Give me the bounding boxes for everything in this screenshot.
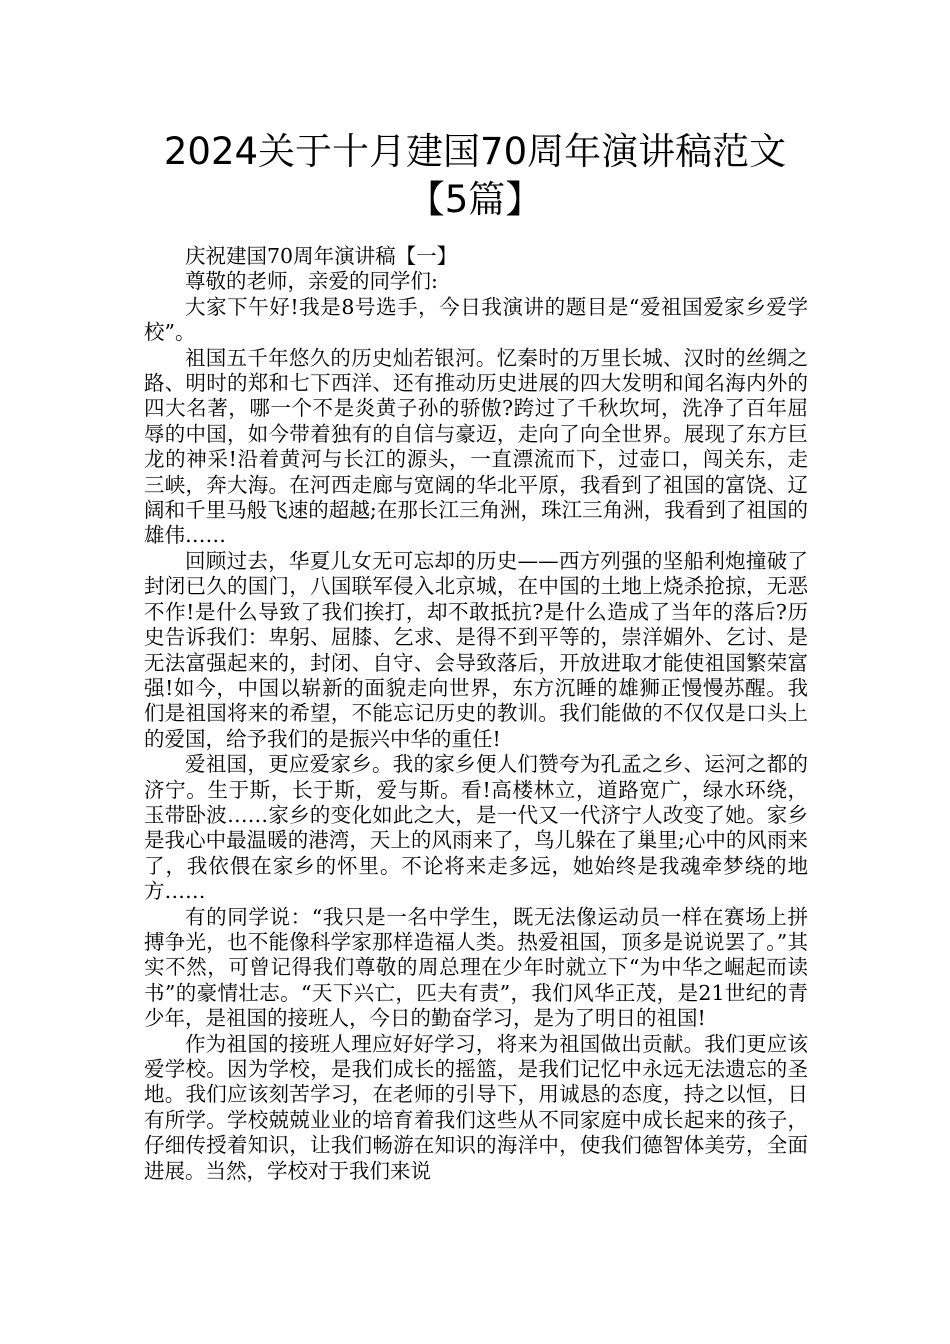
document-body: [144, 244, 808, 1184]
document-title: [60, 128, 890, 224]
paragraph: 祖国五千年悠久的历史灿若银河。忆秦时的万里长城、汉时的丝绸之路、明时的郑和七下西洋、还有推动历史进展的四大发明和闻名海内外的四大名著，哪一个不是炎黄子孙的骄傲?跨过了千秋坎坷，洗净了百年屈辱的中国，如今带着独有的自信与豪迈，走向了向全世界。展现了东方巨龙的神采!沿着黄河与长江的源头，一直漂流而下，过壶口，闯关东，走三峡，奔大海。在河西走廊与宽阔的华北平原，我看到了祖国的富饶、辽阔和千里马般飞速的超越;在那长江三角洲，珠江三角洲，我看到了祖国的雄伟……: [144, 345, 808, 548]
title-line-2: 【5篇】: [407, 178, 543, 221]
paragraph: 大家下午好!我是8号选手，今日我演讲的题目是“爱祖国爱家乡爱学校”。: [144, 294, 808, 345]
paragraph: 回顾过去，华夏儿女无可忘却的历史——西方列强的坚船利炮撞破了封闭已久的国门，八国联军侵入北京城，在中国的土地上烧杀抢掠，无恶不作!是什么导致了我们挨打，却不敢抵抗?是什么造成了当年的落后?历史告诉我们：卑躬、屈膝、乞求、是得不到平等的，崇洋媚外、乞讨、是无法富强起来的，封闭、自守、会导致落后，开放进取才能使祖国繁荣富强!如今，中国以崭新的面貌走向世界，东方沉睡的雄狮正慢慢苏醒。我们是祖国将来的希望，不能忘记历史的教训。我们能做的不仅仅是口头上的爱国，给予我们的是振兴中华的重任!: [144, 548, 808, 751]
title-line-1: 2024关于十月建国70周年演讲稿范文: [163, 130, 787, 173]
salutation: 尊敬的老师，亲爱的同学们:: [185, 269, 438, 294]
section-heading: 庆祝建国70周年演讲稿【一】: [185, 244, 458, 268]
paragraph: 作为祖国的接班人理应好好学习，将来为祖国做出贡献。我们更应该爱学校。因为学校，是我们成长的摇篮，是我们记忆中永远无法遗忘的圣地。我们应该刻苦学习，在老师的引导下，用诚恳的态度，持之以恒，日有所学。学校兢兢业业的培育着我们这些从不同家庭中成长起来的孩子，仔细传授着知识，让我们畅游在知识的海洋中，使我们德智体美劳，全面进展。当然，学校对于我们来说: [144, 1031, 808, 1183]
paragraph: 有的同学说：“我只是一名中学生，既无法像运动员一样在赛场上拼搏争光，也不能像科学家那样造福人类。热爱祖国，顶多是说说罢了。”其实不然，可曾记得我们尊敬的周总理在少年时就立下“为中华之崛起而读书”的豪情壮志。“天下兴亡，匹夫有责”，我们风华正茂，是21世纪的青少年，是祖国的接班人，今日的勤奋学习，是为了明日的祖国!: [144, 904, 808, 1031]
paragraph: 爱祖国，更应爱家乡。我的家乡便人们赞夸为孔孟之乡、运河之都的济宁。生于斯，长于斯，爱与斯。看!高楼林立，道路宽广，绿水环绕，玉带卧波……家乡的变化如此之大，是一代又一代济宁人改变了她。家乡是我心中最温暖的港湾，天上的风雨来了，鸟儿躲在了巢里;心中的风雨来了，我依偎在家乡的怀里。不论将来走多远，她始终是我魂牵梦绕的地方……: [144, 752, 808, 904]
